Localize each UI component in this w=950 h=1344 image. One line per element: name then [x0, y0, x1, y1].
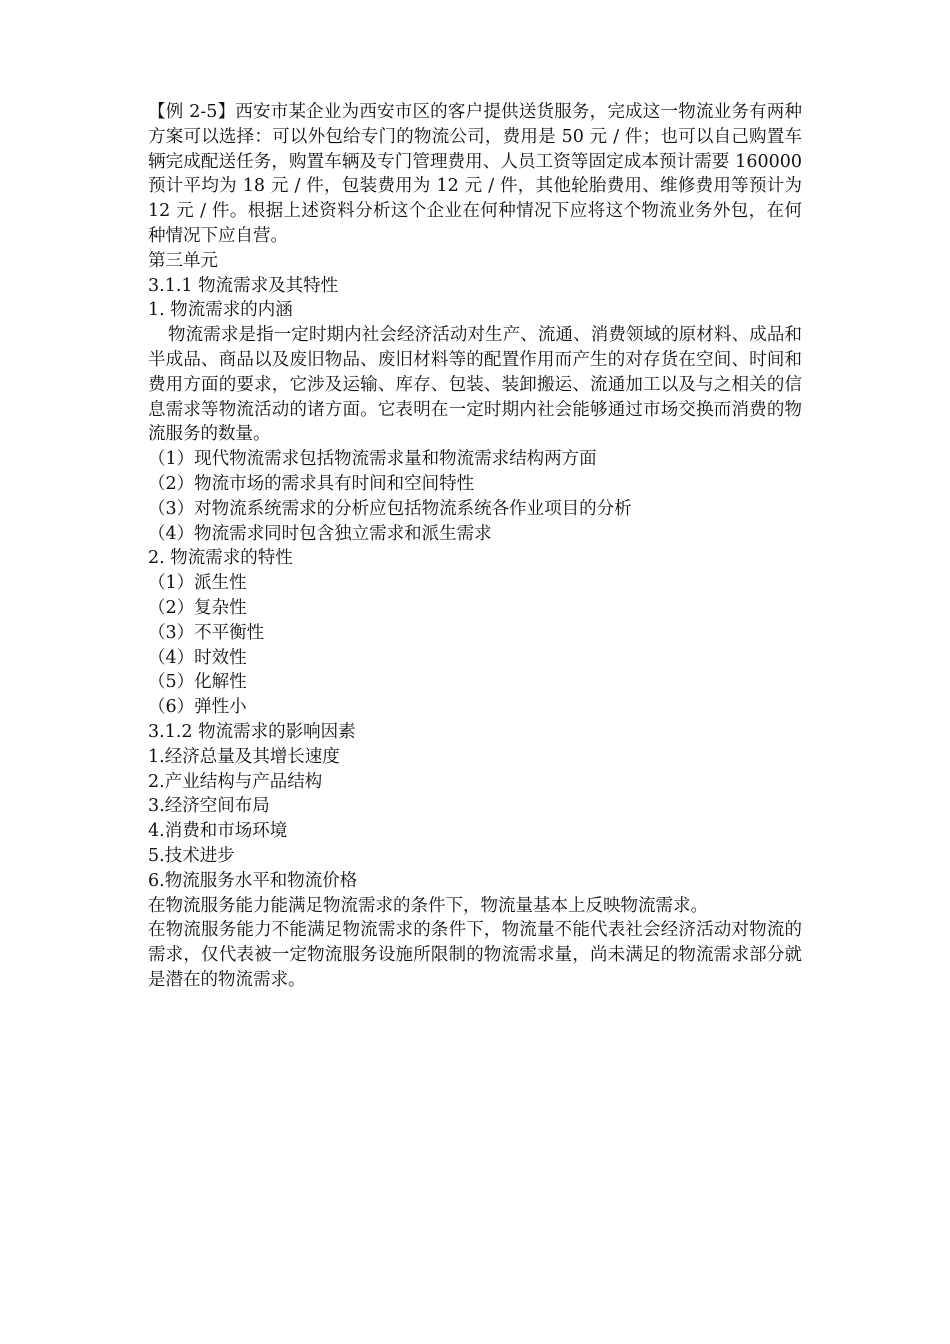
- list-item: （1）派生性: [148, 573, 247, 594]
- demand-connotation-paragraph: 物流需求是指一定时期内社会经济活动对生产、流通、消费领域的原材料、成品和半成品、商品以及废旧物品、废旧材料等的配置作用而产生的对存货在空间、时间和费用方面的要求，它涉及运输、库存、包装、装卸搬运、流通加工以及与之相关的信息需求等物流活动的诸方面。它表明在一定时期内社会能够通过市场交换而消费的物流服务的数量。: [148, 325, 802, 445]
- list-item: （2）物流市场的需求具有时间和空间特性: [148, 473, 475, 494]
- list-item: 6.物流服务水平和物流价格: [148, 870, 358, 891]
- list-item: （5）化解性: [148, 672, 247, 693]
- example-paragraph: 【例 2-5】西安市某企业为西安市区的客户提供送货服务，完成这一物流业务有两种方案可以选择：可以外包给专门的物流公司，费用是 50 元 / 件；也可以自己购置车辆完成配送任务，购置车辆及专门管理费用、人员工资等固定成本预计需要 160000 预计平均为 18 元 / 件，包装费用为 12 元 / 件，其他轮胎费用、维修费用等预计为 12 元 / 件。根据上述资料分析这个企业在何种情况下应将这个物流业务外包，在何种情况下应自营。: [148, 102, 802, 246]
- list-item: 3.经济空间布局: [148, 796, 270, 817]
- list-item: （1）现代物流需求包括物流需求量和物流需求结构两方面: [148, 449, 597, 470]
- closing-paragraph-1: 在物流服务能力能满足物流需求的条件下，物流量基本上反映物流需求。: [148, 895, 708, 916]
- subheading-demand-characteristics: 2. 物流需求的特性: [148, 548, 293, 569]
- list-item: （3）不平衡性: [148, 622, 265, 643]
- document-page: [148, 100, 802, 993]
- list-item: 1.经济总量及其增长速度: [148, 746, 340, 767]
- section-heading-3-1-2: 3.1.2 物流需求的影响因素: [148, 721, 356, 742]
- list-item: （3）对物流系统需求的分析应包括物流系统各作业项目的分析: [148, 498, 632, 519]
- section-heading-3-1-1: 3.1.1 物流需求及其特性: [148, 275, 339, 296]
- unit-title: 第三单元: [148, 250, 218, 271]
- closing-paragraph-2: 在物流服务能力不能满足物流需求的条件下，物流量不能代表社会经济活动对物流的需求，仅代表被一定物流服务设施所限制的物流需求量，尚未满足的物流需求部分就是潜在的物流需求。: [148, 920, 802, 990]
- list-item: （6）弹性小: [148, 697, 247, 718]
- list-item: （4）时效性: [148, 647, 247, 668]
- list-item: 5.技术进步: [148, 845, 235, 866]
- list-item: （4）物流需求同时包含独立需求和派生需求: [148, 523, 492, 544]
- list-item: 4.消费和市场环境: [148, 821, 288, 842]
- list-item: （2）复杂性: [148, 597, 247, 618]
- list-item: 2.产业结构与产品结构: [148, 771, 323, 792]
- subheading-demand-connotation: 1. 物流需求的内涵: [148, 300, 293, 321]
